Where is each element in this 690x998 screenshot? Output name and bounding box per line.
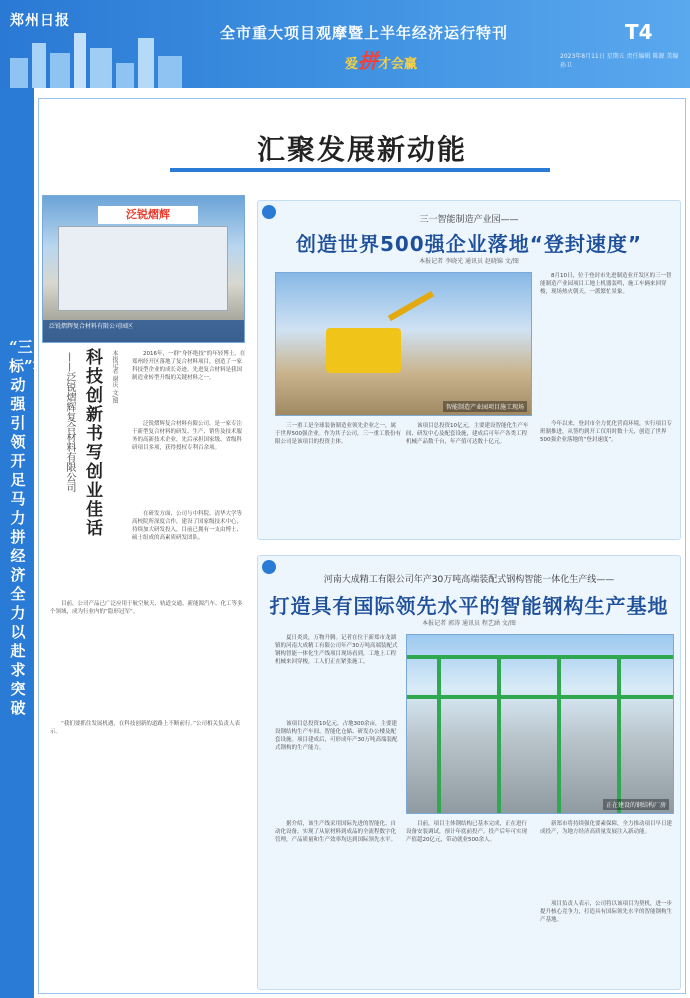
left-story-body-3: 在研发方面，公司与中科院、清华大学等高校院所深度合作，建设了国家级技术中心，持续加大研发投入，目前已拥有一支由博士、硕士组成的高素质研发团队。 — [132, 511, 243, 541]
story2-title: 打造具有国际领先水平的智能钢构生产基地 — [269, 594, 669, 618]
slogan-big: 拼 — [358, 49, 379, 73]
steel-column-shape — [557, 655, 561, 814]
building-shape — [58, 226, 228, 311]
steel-column-shape — [617, 655, 621, 814]
left-story-body-2: 泛锐熠辉复合材料有限公司，是一家专注于新型复合材料的研发、生产、销售及技术服务的高新技术企业，先后承担国家级、省级科研项目多项，获得授权专利百余项。 — [132, 421, 243, 451]
story1-body-1: 8月10日，位于登封市先进制造业开发区的三一智能制造产业园项目工地上机器轰鸣，施工车辆来回穿梭，现场热火朝天，一派繁忙景象。 — [540, 273, 672, 295]
dateline: 2023年8月11日 星期五 责任编辑 陈源 美编 孙卫 — [560, 53, 679, 69]
story2-photo-caption: 正在建设的钢结构厂房 — [603, 799, 669, 810]
story2-body-2: 该项目总投资10亿元，占地300余亩，主要建设钢结构生产车间、智能化仓储、研发办公楼及配套设施。项目建成后，可形成年产30万吨高端装配式钢构的生产能力。 — [275, 721, 398, 751]
steel-beam-shape — [407, 655, 674, 659]
story2-byline: 本报记者 郭涛 通讯员 程艺涵 文/图 — [422, 620, 516, 627]
left-story-body-5: “我们要抓住发展机遇，在科技创新的道路上不断前行。”公司相关负责人表示。 — [50, 721, 240, 735]
story1-byline: 本报记者 李晓光 通讯员 赵晓锦 文/图 — [419, 258, 519, 265]
excavator-shape — [326, 328, 401, 373]
left-story-title: 科技创新书写创业佳话 — [82, 348, 102, 538]
slogan-post: 才会赢 — [378, 57, 418, 72]
excavator-arm-shape — [388, 291, 434, 321]
story1-body-2: 三一重工是全球装备制造业领先企业之一，属于世界500强企业。作为其子公司，三一重工股份有限公司是该项目的投资主体。 — [275, 423, 401, 445]
page-headline: 汇聚发展新动能 — [256, 133, 467, 166]
left-story-subtitle: ——泛锐熠辉复合材料有限公司 — [64, 352, 75, 492]
story1-body-4: 今年以来，登封市全力优化营商环境，实行项目专班制推进，从签约到开工仅用时数十天，创造了世界500强企业落地的“登封速度”。 — [540, 421, 673, 443]
steel-beam-shape — [407, 695, 674, 699]
story2-body-5: 新郑市将持续强化要素保障，全力推动项目早日建成投产，为地方经济高质量发展注入新动能。 — [540, 821, 673, 835]
left-slogan-bar — [0, 88, 48, 998]
masthead-band — [0, 0, 690, 88]
story2-kicker: 河南大成精工有限公司年产30万吨高端装配式钢构智能一体化生产线—— — [323, 575, 615, 585]
left-photo-caption: 泛锐熠辉复合材料有限公司园区 — [43, 320, 244, 342]
story2-photo — [406, 634, 674, 814]
left-story-body-1: 2016年，一群“身怀绝技”的年轻博士，在郑州经开区落地了复合材料项目，创造了一家科技型企业的成长奇迹。先进复合材料是我国制造业转型升级的关键材料之一。 — [132, 351, 246, 381]
slogan-pre: 爱 — [345, 57, 359, 72]
sidebar-slogan: “三标”活动强引领 开足马力拼经济 全力以赴求突破 — [9, 338, 48, 717]
special-issue-title: 全市重大项目观摩暨上半年经济运行特刊 — [220, 24, 509, 42]
page-number: T4 — [625, 20, 653, 44]
story1-title: 创造世界500强企业落地“登封速度” — [295, 232, 643, 256]
steel-column-shape — [437, 655, 441, 814]
story1-kicker: 三一智能制造产业园—— — [419, 215, 519, 225]
left-story-byline: 本报记者 谢庆 文/图 — [111, 350, 118, 404]
story1-body-3: 该项目总投资10亿元，主要建设智能化生产车间、研发中心及配套设施，建成后可年产各类工程机械产品数千台，年产值可达数十亿元。 — [406, 423, 529, 445]
left-story-photo — [42, 195, 245, 343]
headline-underline — [170, 168, 550, 172]
left-story-body-4: 目前，公司产品已广泛应用于航空航天、轨道交通、新能源汽车、化工等多个领域，成为行业内的“隐形冠军”。 — [50, 601, 243, 615]
slogan — [345, 45, 417, 74]
steel-column-shape — [497, 655, 501, 814]
story2-body-1: 夏日炎炎，万物升腾。记者在位于新郑市龙湖镇的河南大成精工有限公司年产30万吨高端装配式钢构智能一体化生产线项目现场看到，工地上工程机械来回穿梭，工人们正在紧张施工。 — [275, 635, 398, 665]
newspaper-logo: 郑州日报 — [10, 13, 70, 29]
story1-photo — [275, 272, 532, 416]
story2-body-6: 项目负责人表示，公司将以该项目为契机，进一步提升核心竞争力，打造具有国际领先水平的智能钢构生产基地。 — [540, 901, 673, 923]
story2-body-3: 据介绍，该生产线采用国际先进的智能化、自动化设备，实现了从原材料到成品的全流程数字化管理，产品质量和生产效率均达到国际领先水平。 — [275, 821, 397, 843]
story1-photo-caption: 智能制造产业园项目施工现场 — [443, 401, 527, 412]
photo-sign: 泛锐熠辉 — [98, 206, 198, 224]
story2-body-4: 目前，项目主体钢结构已基本完成，正在进行设备安装调试，预计年底前投产。投产后年可实现产值超20亿元，带动就业500余人。 — [406, 821, 528, 843]
